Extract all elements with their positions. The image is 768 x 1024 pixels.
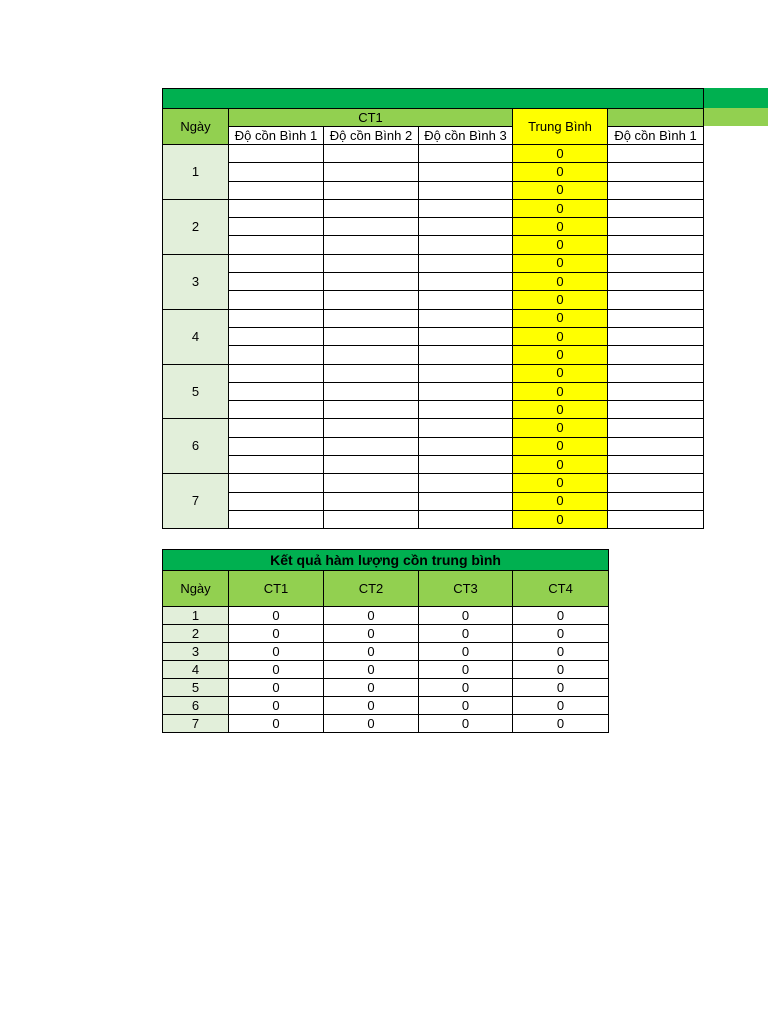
summary-value-cell[interactable]: 0 — [419, 625, 513, 643]
summary-value-cell[interactable]: 0 — [229, 607, 324, 625]
bottle-3-cell[interactable] — [419, 456, 513, 474]
measurement-row — [163, 163, 704, 181]
bottle-1-cell[interactable] — [229, 309, 324, 327]
bottle-2-cell[interactable] — [324, 236, 419, 254]
bottle-1-cell[interactable] — [229, 401, 324, 419]
bottle-2-cell[interactable] — [324, 474, 419, 492]
summary-value-cell[interactable]: 0 — [324, 679, 419, 697]
bottle-1-cell[interactable] — [229, 437, 324, 455]
measurement-table — [162, 88, 704, 529]
overflow-header-bar — [703, 88, 768, 108]
bottle-1-cell[interactable] — [229, 510, 324, 528]
average-cell[interactable]: 0 — [513, 492, 608, 510]
summary-title[interactable]: Kết quả hàm lượng cồn trung bình — [163, 550, 609, 571]
measurement-row — [163, 327, 704, 345]
bottle-3-cell[interactable] — [419, 145, 513, 163]
next-bottle-1-cell[interactable] — [608, 510, 704, 528]
measurement-row — [163, 492, 704, 510]
next-bottle-1-cell[interactable] — [608, 456, 704, 474]
bottle-2-cell[interactable] — [324, 254, 419, 272]
summary-row — [163, 679, 609, 697]
bottle-1-cell[interactable] — [229, 456, 324, 474]
bottle-3-cell[interactable] — [419, 364, 513, 382]
summary-value-cell[interactable]: 0 — [419, 643, 513, 661]
next-bottle-1-cell[interactable] — [608, 419, 704, 437]
measurement-row — [163, 309, 704, 327]
bottle-1-cell[interactable] — [229, 419, 324, 437]
measurement-row — [163, 364, 704, 382]
measurement-title-bar — [163, 89, 704, 109]
measurement-row — [163, 474, 704, 492]
average-cell[interactable]: 0 — [513, 163, 608, 181]
bottle-1-cell[interactable] — [229, 382, 324, 400]
bottle-1-cell[interactable] — [229, 273, 324, 291]
average-cell[interactable]: 0 — [513, 145, 608, 163]
next-bottle-1-cell[interactable] — [608, 181, 704, 199]
bottle-3-header[interactable]: Độ cồn Bình 3 — [419, 127, 513, 145]
bottle-2-cell[interactable] — [324, 419, 419, 437]
summary-value-cell[interactable]: 0 — [229, 679, 324, 697]
summary-value-cell[interactable]: 0 — [513, 715, 609, 733]
summary-row — [163, 625, 609, 643]
bottle-3-cell[interactable] — [419, 327, 513, 345]
summary-day-cell[interactable]: 1 — [163, 607, 229, 625]
summary-value-cell[interactable]: 0 — [513, 643, 609, 661]
bottle-2-cell[interactable] — [324, 273, 419, 291]
next-bottle-1-cell[interactable] — [608, 327, 704, 345]
bottle-3-cell[interactable] — [419, 510, 513, 528]
next-bottle-1-cell[interactable] — [608, 199, 704, 217]
bottle-3-cell[interactable] — [419, 401, 513, 419]
measurement-row — [163, 437, 704, 455]
bottle-2-cell[interactable] — [324, 199, 419, 217]
bottle-1-cell[interactable] — [229, 145, 324, 163]
overflow-subheader-bar — [703, 108, 768, 126]
next-bottle-1-cell[interactable] — [608, 364, 704, 382]
average-cell[interactable]: 0 — [513, 273, 608, 291]
average-cell[interactable]: 0 — [513, 199, 608, 217]
summary-value-cell[interactable]: 0 — [419, 607, 513, 625]
summary-day-cell[interactable]: 4 — [163, 661, 229, 679]
measurement-row — [163, 382, 704, 400]
average-cell[interactable]: 0 — [513, 236, 608, 254]
measurement-row — [163, 145, 704, 163]
summary-day-cell[interactable]: 2 — [163, 625, 229, 643]
bottle-2-cell[interactable] — [324, 145, 419, 163]
next-bottle-1-cell[interactable] — [608, 273, 704, 291]
average-cell[interactable]: 0 — [513, 510, 608, 528]
bottle-2-cell[interactable] — [324, 181, 419, 199]
measurement-row — [163, 181, 704, 199]
average-cell[interactable]: 0 — [513, 309, 608, 327]
summary-header-ct2[interactable]: CT2 — [324, 571, 419, 607]
next-bottle-1-cell[interactable] — [608, 382, 704, 400]
bottle-3-cell[interactable] — [419, 163, 513, 181]
bottle-1-header[interactable]: Độ cồn Bình 1 — [229, 127, 324, 145]
summary-value-cell[interactable]: 0 — [513, 679, 609, 697]
summary-day-cell[interactable]: 6 — [163, 697, 229, 715]
bottle-2-cell[interactable] — [324, 456, 419, 474]
bottle-2-cell[interactable] — [324, 327, 419, 345]
next-bottle-1-cell[interactable] — [608, 254, 704, 272]
bottle-2-cell[interactable] — [324, 437, 419, 455]
average-cell[interactable]: 0 — [513, 382, 608, 400]
bottle-3-cell[interactable] — [419, 437, 513, 455]
summary-value-cell[interactable]: 0 — [229, 715, 324, 733]
bottle-3-cell[interactable] — [419, 492, 513, 510]
bottle-1-cell[interactable] — [229, 236, 324, 254]
summary-table — [162, 549, 609, 733]
bottle-1-cell[interactable] — [229, 181, 324, 199]
next-bottle-1-cell[interactable] — [608, 346, 704, 364]
measurement-row — [163, 401, 704, 419]
bottle-2-header[interactable]: Độ cồn Bình 2 — [324, 127, 419, 145]
bottle-3-cell[interactable] — [419, 382, 513, 400]
bottle-3-cell[interactable] — [419, 218, 513, 236]
bottle-2-cell[interactable] — [324, 510, 419, 528]
bottle-2-cell[interactable] — [324, 364, 419, 382]
average-header[interactable]: Trung Bình — [513, 109, 608, 145]
summary-value-cell[interactable]: 0 — [324, 661, 419, 679]
average-cell[interactable]: 0 — [513, 218, 608, 236]
average-cell[interactable]: 0 — [513, 364, 608, 382]
bottle-2-cell[interactable] — [324, 382, 419, 400]
bottle-1-cell[interactable] — [229, 291, 324, 309]
measurement-row — [163, 346, 704, 364]
summary-value-cell[interactable]: 0 — [513, 625, 609, 643]
next-bottle-1-cell[interactable] — [608, 492, 704, 510]
bottle-1-cell[interactable] — [229, 163, 324, 181]
summary-value-cell[interactable]: 0 — [324, 607, 419, 625]
day-cell[interactable]: 1 — [163, 145, 229, 200]
bottle-1-cell[interactable] — [229, 492, 324, 510]
next-bottle-1-cell[interactable] — [608, 309, 704, 327]
summary-row — [163, 661, 609, 679]
summary-value-cell[interactable]: 0 — [324, 715, 419, 733]
summary-value-cell[interactable]: 0 — [324, 697, 419, 715]
bottle-3-cell[interactable] — [419, 254, 513, 272]
average-cell[interactable]: 0 — [513, 346, 608, 364]
bottle-1-cell[interactable] — [229, 346, 324, 364]
summary-value-cell[interactable]: 0 — [419, 679, 513, 697]
next-bottle-1-cell[interactable] — [608, 474, 704, 492]
summary-value-cell[interactable]: 0 — [513, 697, 609, 715]
measurement-row — [163, 199, 704, 217]
summary-row — [163, 697, 609, 715]
bottle-1-cell[interactable] — [229, 364, 324, 382]
next-bottle-1-cell[interactable] — [608, 145, 704, 163]
next-bottle-1-cell[interactable] — [608, 236, 704, 254]
summary-day-cell[interactable]: 3 — [163, 643, 229, 661]
summary-row — [163, 643, 609, 661]
bottle-2-cell[interactable] — [324, 492, 419, 510]
measurement-row — [163, 254, 704, 272]
next-group-header[interactable] — [608, 109, 704, 127]
summary-row — [163, 607, 609, 625]
day-cell[interactable]: 3 — [163, 254, 229, 309]
ct1-group-header[interactable]: CT1 — [229, 109, 513, 127]
summary-value-cell[interactable]: 0 — [324, 643, 419, 661]
measurement-row — [163, 218, 704, 236]
bottle-2-cell[interactable] — [324, 218, 419, 236]
bottle-3-cell[interactable] — [419, 309, 513, 327]
summary-value-cell[interactable]: 0 — [229, 697, 324, 715]
summary-value-cell[interactable]: 0 — [419, 697, 513, 715]
summary-value-cell[interactable]: 0 — [513, 661, 609, 679]
bottle-2-cell[interactable] — [324, 163, 419, 181]
day-cell[interactable]: 5 — [163, 364, 229, 419]
summary-value-cell[interactable]: 0 — [229, 661, 324, 679]
next-bottle-1-cell[interactable] — [608, 291, 704, 309]
bottle-2-cell[interactable] — [324, 291, 419, 309]
measurement-row — [163, 456, 704, 474]
average-cell[interactable]: 0 — [513, 291, 608, 309]
bottle-2-cell[interactable] — [324, 346, 419, 364]
bottle-2-cell[interactable] — [324, 309, 419, 327]
average-cell[interactable]: 0 — [513, 456, 608, 474]
average-cell[interactable]: 0 — [513, 474, 608, 492]
summary-header-day[interactable]: Ngày — [163, 571, 229, 607]
next-bottle-1-cell[interactable] — [608, 163, 704, 181]
day-header[interactable]: Ngày — [163, 109, 229, 145]
day-cell[interactable]: 7 — [163, 474, 229, 529]
average-cell[interactable]: 0 — [513, 419, 608, 437]
summary-header-ct3[interactable]: CT3 — [419, 571, 513, 607]
average-cell[interactable]: 0 — [513, 181, 608, 199]
day-cell[interactable]: 6 — [163, 419, 229, 474]
bottle-3-cell[interactable] — [419, 181, 513, 199]
summary-row — [163, 715, 609, 733]
bottle-3-cell[interactable] — [419, 236, 513, 254]
measurement-row — [163, 273, 704, 291]
measurement-row — [163, 291, 704, 309]
bottle-3-cell[interactable] — [419, 273, 513, 291]
summary-day-cell[interactable]: 7 — [163, 715, 229, 733]
measurement-row — [163, 419, 704, 437]
bottle-3-cell[interactable] — [419, 419, 513, 437]
average-cell[interactable]: 0 — [513, 401, 608, 419]
day-cell[interactable]: 4 — [163, 309, 229, 364]
summary-value-cell[interactable]: 0 — [324, 625, 419, 643]
summary-value-cell[interactable]: 0 — [513, 607, 609, 625]
measurement-row — [163, 236, 704, 254]
summary-header-ct1[interactable]: CT1 — [229, 571, 324, 607]
summary-header-ct4[interactable]: CT4 — [513, 571, 609, 607]
bottle-1-cell[interactable] — [229, 474, 324, 492]
summary-value-cell[interactable]: 0 — [229, 625, 324, 643]
summary-value-cell[interactable]: 0 — [229, 643, 324, 661]
measurement-row — [163, 510, 704, 528]
bottle-3-cell[interactable] — [419, 199, 513, 217]
measurement-title-cell[interactable] — [163, 89, 704, 109]
bottle-3-cell[interactable] — [419, 346, 513, 364]
bottle-1-cell[interactable] — [229, 327, 324, 345]
average-cell[interactable]: 0 — [513, 327, 608, 345]
bottle-1-cell[interactable] — [229, 254, 324, 272]
bottle-1-cell[interactable] — [229, 218, 324, 236]
next-bottle-1-cell[interactable] — [608, 218, 704, 236]
next-bottle-1-cell[interactable] — [608, 437, 704, 455]
bottle-3-cell[interactable] — [419, 291, 513, 309]
summary-value-cell[interactable]: 0 — [419, 661, 513, 679]
bottle-3-cell[interactable] — [419, 474, 513, 492]
next-bottle-1-cell[interactable] — [608, 401, 704, 419]
average-cell[interactable]: 0 — [513, 254, 608, 272]
average-cell[interactable]: 0 — [513, 437, 608, 455]
bottle-2-cell[interactable] — [324, 401, 419, 419]
next-bottle-1-header[interactable]: Độ cồn Bình 1 — [608, 127, 704, 145]
day-cell[interactable]: 2 — [163, 199, 229, 254]
summary-value-cell[interactable]: 0 — [419, 715, 513, 733]
bottle-1-cell[interactable] — [229, 199, 324, 217]
summary-day-cell[interactable]: 5 — [163, 679, 229, 697]
